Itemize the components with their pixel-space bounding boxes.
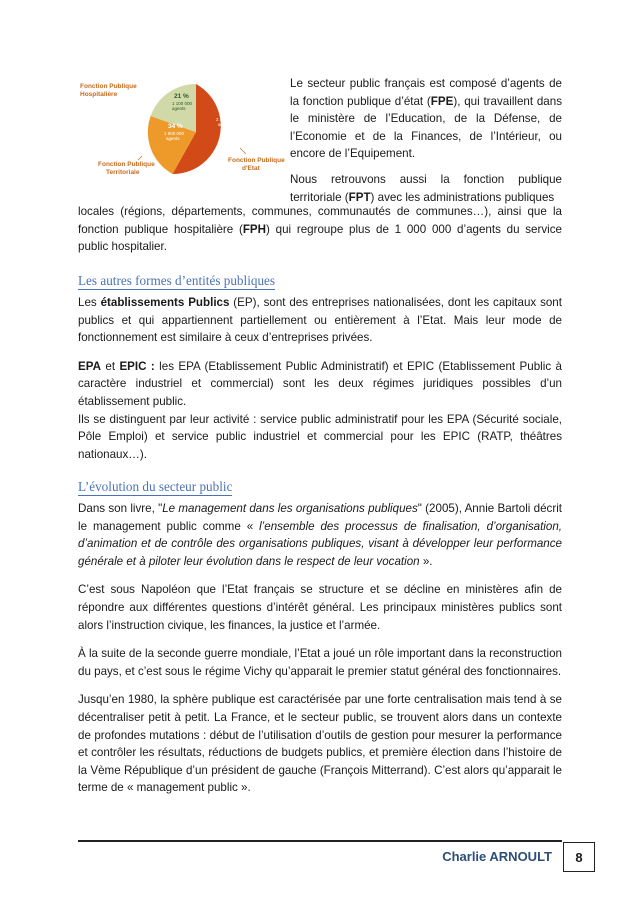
slice-etat-count: 2 400 000 bbox=[216, 117, 237, 122]
intro-paragraph-1: Le secteur public français est composé d’agents de la fonction publique d’état (FPE), qui travaillent dans le ministère de l’Education, de la Défense, de l’Economie et de la Finances, de l’Intérieur, ou encore de l’Equipement. bbox=[290, 77, 562, 161]
intro-paragraph-2-continued: locales (régions, départements, communes, communautés de communes…), ainsi que la fonction publique hospitalière (FPH) qui regroupe plus de 1 000 000 d’agents du service public hospitalier. bbox=[78, 205, 562, 254]
paragraph-etablissements: Les établissements Publics (EP), sont des entreprises nationalisées, dont les capitaux sont publics et qui appartiennent partiellement ou entièrement à l’Etat. Mais leur mode de fonctionnement est similaire à ceux d’entreprises privées. bbox=[78, 296, 562, 345]
label-territoriale-2: Territoriale bbox=[106, 169, 140, 176]
label-etat-2: d'Etat bbox=[242, 165, 260, 172]
slice-hosp-percent: 21 % bbox=[174, 93, 189, 100]
intro-paragraph-2: Nous retrouvons aussi la fonction publique territoriale (FPT) avec les administrations publiques bbox=[290, 172, 562, 204]
slice-etat-unit: agents bbox=[218, 122, 232, 127]
section-evolution bbox=[78, 478, 562, 797]
label-hospitaliere-2: Hospitalière bbox=[80, 91, 118, 98]
footer-author: Charlie ARNOULT bbox=[442, 849, 552, 864]
footer-rule bbox=[78, 840, 562, 842]
slice-terr-count: 1 800 000 bbox=[164, 131, 185, 136]
intro-continuation bbox=[78, 203, 562, 256]
paragraph-napoleon: C’est sous Napoléon que l’Etat français se structure et se décline en ministères afin de répondre aux différentes questions d’intérêt général. Les principaux ministères publics sont alors l’instruction civique, les finances, la justice et l’armée. bbox=[78, 583, 562, 632]
slice-terr-percent: 34 % bbox=[168, 123, 183, 130]
slice-etat-percent: 45 % bbox=[220, 109, 235, 116]
slice-terr-unit: agents bbox=[166, 136, 180, 141]
section-heading: L’évolution du secteur public bbox=[78, 479, 233, 494]
slice-hosp-count: 1 100 000 bbox=[172, 101, 193, 106]
page-number: 8 bbox=[563, 842, 595, 872]
label-territoriale-1: Fonction Publique bbox=[98, 161, 155, 168]
label-hospitaliere-1: Fonction Publique bbox=[80, 83, 137, 90]
fonction-publique-pie-chart bbox=[78, 76, 285, 184]
label-etat-1: Fonction Publique bbox=[228, 157, 285, 164]
section-autres-formes bbox=[78, 272, 562, 463]
paragraph-bartoli: Dans son livre, "Le management dans les organisations publiques" (2005), Annie Bartoli décrit le management public comme « l’ensemble des processus de finalisation, d’organisation, d’animation et de contrôle des organisations publiques, visant à développer leur performance générale et à piloter leur évolution dans le respect de leur vocation ». bbox=[78, 502, 563, 568]
paragraph-distinction: Ils se distinguent par leur activité : service public administratif pour les EPA (Sécurité sociale, Pôle Emploi) et service public industriel et commercial pour les EPIC (RATP, théâtres nationaux…). bbox=[78, 412, 562, 461]
paragraph-epa-epic: EPA et EPIC : les EPA (Etablissement Public Administratif) et EPIC (Etablissement Public à caractère industriel et commercial) sont les deux régimes juridiques possibles d’un établissement public. bbox=[78, 359, 562, 408]
intro-column bbox=[290, 75, 562, 206]
section-heading: Les autres formes d’entités publiques bbox=[78, 273, 276, 288]
paragraph-guerre: À la suite de la seconde guerre mondiale, l’Etat a joué un rôle important dans la reconstruction du pays, et c’est sous le régime Vichy qu’apparait le premier statut général des fonctionnaires. bbox=[78, 647, 562, 678]
slice-hosp-unit: agents bbox=[172, 106, 186, 111]
paragraph-1980: Jusqu’en 1980, la sphère publique est caractérisée par une forte centralisation mais tend à se décentraliser petit à petit. La France, et le secteur public, se trouvent alors dans un contexte de profondes mutations : début de l’utilisation d’outils de gestion pour mesurer la performance et contrôler les résultats, réductions de budgets publics, et première élection dans l’histoire de la Vème République d’un président de gauche (François Mitterrand). C’est alors qu’apparait le terme de « management public ». bbox=[78, 693, 562, 795]
